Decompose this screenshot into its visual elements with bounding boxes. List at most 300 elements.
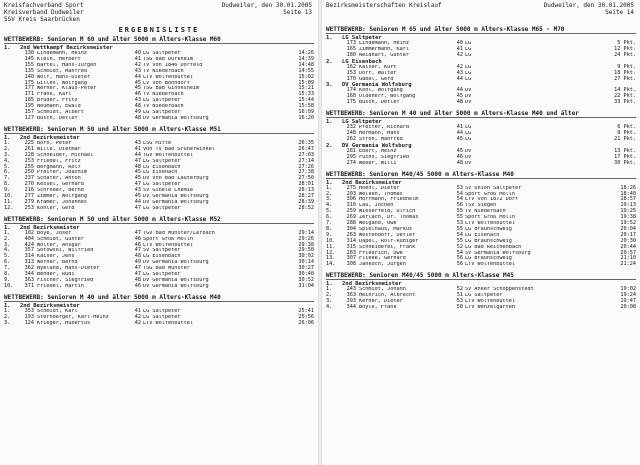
row-start-number: 304 bbox=[346, 225, 356, 232]
row-start-number: 283 bbox=[346, 249, 356, 256]
left-page-number: Seite 13 bbox=[283, 9, 312, 16]
row-club: LG Eisenbach bbox=[143, 164, 181, 170]
row-club: TSG Bad Dürkheim bbox=[143, 56, 193, 62]
team-place: 1. bbox=[326, 119, 333, 126]
row-club: SV Gibele Chemie bbox=[143, 188, 193, 194]
row-start-number: 310 bbox=[346, 202, 356, 209]
row-club: LG Eisenbach bbox=[143, 254, 181, 260]
row-athlete-name: Schmidt, Karl bbox=[37, 308, 78, 314]
row-birth-year: 52 bbox=[456, 286, 463, 293]
row-athlete-name: Pfeifer, Richard bbox=[359, 125, 409, 131]
row-club: LG bbox=[465, 46, 472, 52]
result-row bbox=[4, 116, 314, 122]
row-rank: 2. bbox=[4, 235, 11, 242]
result-row bbox=[326, 100, 636, 106]
row-result: 25:56 bbox=[298, 313, 314, 320]
row-rank: 4. bbox=[326, 202, 333, 209]
row-birth-year: 45 bbox=[134, 193, 141, 200]
row-rank: 5. bbox=[326, 208, 333, 215]
row-start-number: 174 bbox=[346, 87, 356, 94]
row-rank bbox=[326, 100, 340, 106]
row-result: 27:38 bbox=[298, 169, 314, 176]
row-result: 29:38 bbox=[298, 241, 314, 248]
row-athlete-name: Bender, Rudi bbox=[37, 272, 75, 278]
row-start-number: 393 bbox=[346, 298, 356, 305]
right-page-number: Seite 14 bbox=[605, 9, 634, 16]
row-rank: 10. bbox=[326, 237, 336, 244]
left-header-meta bbox=[222, 2, 312, 16]
row-start-number: 262 bbox=[346, 135, 356, 142]
row-birth-year: 53 bbox=[456, 220, 463, 227]
team-name: 2nd Bezirksmeister bbox=[20, 224, 80, 231]
team-block bbox=[326, 143, 636, 167]
row-birth-year: 46 bbox=[134, 282, 141, 289]
team-name: 2nd Bezirksmeister bbox=[342, 179, 402, 186]
result-row bbox=[326, 161, 636, 167]
result-row bbox=[4, 321, 314, 327]
row-birth-year: 49 bbox=[134, 259, 141, 266]
row-athlete-name: Zerlach, Dr. Thomas bbox=[359, 215, 419, 221]
row-rank: 13. bbox=[326, 255, 336, 262]
row-start-number: 306 bbox=[346, 196, 356, 203]
row-club: Sport Groß Mölln bbox=[465, 191, 515, 197]
team-place: 3. bbox=[326, 82, 333, 89]
row-rank: 9. bbox=[4, 187, 11, 194]
row-result: 22 Pkt. bbox=[614, 93, 636, 100]
team-name: 2nd Bezirksmeister bbox=[342, 281, 402, 288]
row-start-number: 253 bbox=[24, 204, 34, 211]
row-athlete-name: Schmidt, Johann bbox=[359, 287, 406, 293]
row-club: LG Braunschweig bbox=[465, 238, 512, 244]
row-birth-year: 46 bbox=[456, 153, 463, 160]
team-name: LG Saltpeter bbox=[342, 119, 382, 126]
row-birth-year: 44 bbox=[456, 130, 463, 137]
row-rank: 8. bbox=[4, 271, 11, 278]
row-result: 19:13 bbox=[620, 202, 636, 209]
row-athlete-name: Zimmermann, Karl bbox=[359, 46, 409, 52]
row-rank: 3. bbox=[4, 151, 11, 158]
row-start-number: 314 bbox=[24, 253, 34, 260]
row-birth-year: 56 bbox=[456, 255, 463, 262]
row-rank: 1. bbox=[4, 229, 11, 236]
row-birth-year: 40 bbox=[456, 40, 463, 46]
row-athlete-name: Werner, Bernd bbox=[37, 260, 78, 266]
competition-block bbox=[326, 171, 636, 269]
row-club: DV bbox=[465, 148, 472, 154]
row-athlete-name: Wolf, Hans-Dieter bbox=[37, 74, 91, 80]
row-result: 18:26 bbox=[620, 184, 636, 191]
team-place: 1. bbox=[4, 134, 11, 141]
left-results bbox=[4, 36, 314, 331]
result-row bbox=[4, 206, 314, 212]
row-athlete-name: Wolter, Ansgar bbox=[37, 242, 81, 248]
row-club: LG Saltpeter bbox=[143, 51, 181, 56]
row-result: 19:02 bbox=[620, 286, 636, 293]
row-result: 5 Pkt. bbox=[617, 40, 636, 46]
row-birth-year: 45 bbox=[134, 169, 141, 176]
team-block bbox=[326, 180, 636, 269]
row-start-number: 424 bbox=[24, 241, 34, 248]
team-block bbox=[326, 59, 636, 83]
row-rank: 14. bbox=[326, 261, 336, 268]
row-start-number: 216 bbox=[24, 187, 34, 194]
row-club: LV von Bonndorf bbox=[143, 80, 190, 86]
row-rank: 6. bbox=[326, 214, 333, 221]
row-start-number: 203 bbox=[346, 190, 356, 197]
row-start-number: 228 bbox=[24, 151, 34, 158]
row-club: LG Eisenach bbox=[143, 170, 178, 176]
row-start-number: 243 bbox=[346, 286, 356, 293]
row-athlete-name: Hermann, Hans bbox=[359, 131, 400, 137]
row-result: 29:14 bbox=[298, 229, 314, 236]
row-club: LTV von 1872 Dorf bbox=[465, 197, 519, 203]
row-athlete-name: Bruder, Fritz bbox=[37, 98, 78, 104]
row-birth-year: 48 bbox=[134, 163, 141, 170]
row-rank: 2. bbox=[326, 190, 333, 197]
result-row bbox=[326, 305, 636, 311]
row-birth-year: 55 bbox=[456, 208, 463, 215]
row-rank: 11. bbox=[4, 198, 14, 205]
row-start-number: 175 bbox=[24, 79, 34, 86]
row-result: 27:14 bbox=[298, 157, 314, 164]
row-club: LG Saltpeter bbox=[143, 110, 181, 116]
row-club: LG bbox=[465, 41, 472, 46]
row-start-number: 170 bbox=[346, 75, 356, 82]
row-club: DV Germania Wolfsburg bbox=[143, 194, 209, 200]
row-club: LTV Wenzelgarten bbox=[465, 305, 515, 310]
row-birth-year: 54 bbox=[456, 196, 463, 203]
team-place: 2. bbox=[326, 142, 333, 149]
competition-title: WETTBEWERB: Senioren M 50 und älter 5000 m Alters-Klasse M51 bbox=[4, 126, 314, 134]
row-birth-year: 47 bbox=[134, 271, 141, 278]
row-birth-year: 41 bbox=[134, 307, 141, 314]
row-birth-year: 42 bbox=[456, 63, 463, 70]
row-athlete-name: Gabel, Gerd bbox=[359, 76, 394, 82]
row-rank bbox=[4, 116, 18, 122]
row-result: 6 Pkt. bbox=[617, 124, 636, 131]
row-athlete-name: Westendorf, Detlef bbox=[359, 232, 416, 238]
row-athlete-name: Zimmer, Wolfgang bbox=[37, 194, 87, 200]
row-result: 30:40 bbox=[298, 271, 314, 278]
row-result: 19:38 bbox=[620, 214, 636, 221]
row-start-number: 180 bbox=[346, 51, 356, 58]
team-place: 1. bbox=[326, 281, 333, 288]
row-result: 18:40 bbox=[620, 190, 636, 197]
row-start-number: 140 bbox=[24, 73, 34, 80]
row-club: LG bbox=[465, 136, 472, 142]
team-place: 1. bbox=[4, 224, 11, 231]
row-start-number: 263 bbox=[346, 231, 356, 238]
row-rank: 4. bbox=[326, 304, 333, 310]
row-rank: 10. bbox=[4, 193, 14, 200]
row-athlete-name: Jankoch, Jürgen bbox=[359, 262, 406, 268]
row-result: 26:47 bbox=[298, 145, 314, 152]
row-birth-year: 47 bbox=[134, 181, 141, 188]
row-birth-year: 42 bbox=[456, 51, 463, 58]
competition-title: WETTBEWERB: Senioren M40/45 5000 m Alters-Klasse M45 bbox=[326, 272, 636, 280]
row-rank: 1. bbox=[326, 286, 333, 293]
row-athlete-name: Schmidt, Günter bbox=[37, 236, 84, 242]
row-start-number: 404 bbox=[24, 235, 34, 242]
row-result: 20:30 bbox=[620, 237, 636, 244]
row-birth-year: 44 bbox=[134, 151, 141, 158]
row-rank: 3. bbox=[326, 298, 333, 305]
team-name: DV Germania Wolfsburg bbox=[342, 142, 412, 149]
team-place: 1. bbox=[326, 35, 333, 41]
row-athlete-name: Schäfer, Anton bbox=[37, 176, 81, 182]
row-birth-year: 47 bbox=[134, 229, 141, 236]
competition-title: WETTBEWERB: Senioren M 40 und älter 5000 m Alters-Klasse M40 bbox=[4, 294, 314, 302]
row-club: LG bbox=[465, 64, 472, 70]
row-start-number: 315 bbox=[346, 243, 356, 250]
row-result: 26:35 bbox=[298, 139, 314, 146]
row-rank: 2. bbox=[326, 292, 333, 299]
row-club: SV Germania Wolfsburg bbox=[465, 250, 531, 256]
row-start-number: 168 bbox=[346, 93, 356, 100]
row-start-number: 171 bbox=[24, 91, 34, 98]
row-club: LG Saltpeter bbox=[143, 272, 181, 278]
row-start-number: 162 bbox=[346, 63, 356, 70]
row-start-number: 362 bbox=[24, 265, 34, 272]
row-start-number: 307 bbox=[346, 255, 356, 262]
team-name: DV Germania Wolfsburg bbox=[342, 82, 412, 89]
row-birth-year: 43 bbox=[134, 67, 141, 74]
row-result: 27:26 bbox=[298, 163, 314, 170]
row-athlete-name: Werner, Klaus-Peter bbox=[37, 86, 97, 92]
row-result: 30:14 bbox=[298, 259, 314, 266]
row-athlete-name: Gilles, Wolfgang bbox=[37, 80, 87, 86]
row-start-number: 130 bbox=[24, 50, 34, 56]
row-start-number: 363 bbox=[24, 277, 34, 283]
row-result: 15:33 bbox=[298, 91, 314, 98]
row-birth-year: 46 bbox=[134, 235, 141, 242]
row-athlete-name: Wieserfeld, Ulrich bbox=[359, 209, 416, 215]
row-athlete-name: Fischer, Siegfried bbox=[37, 278, 94, 283]
competition-title: WETTBEWERB: Senioren M40/45 5000 m Alters-Klasse M40 bbox=[326, 171, 636, 179]
row-athlete-name: Stroh, Manfred bbox=[359, 136, 403, 142]
row-start-number: 145 bbox=[24, 55, 34, 62]
row-athlete-name: Ebert, Heinz bbox=[359, 148, 397, 154]
row-athlete-name: Schmidt, Manfred bbox=[37, 68, 87, 74]
row-rank: 4. bbox=[4, 157, 11, 164]
team-name: LG Eisenbach bbox=[342, 58, 382, 65]
row-birth-year: 48 bbox=[134, 103, 141, 110]
row-club: LG bbox=[465, 131, 472, 137]
row-result: 24 Pkt. bbox=[614, 51, 636, 58]
row-athlete-name: Kramer, Johannes bbox=[37, 199, 87, 205]
row-rank: 7. bbox=[4, 265, 11, 272]
row-club: DV bbox=[465, 100, 472, 106]
row-start-number: 155 bbox=[24, 61, 34, 68]
row-result: 12 Pkt. bbox=[614, 45, 636, 52]
team-block bbox=[4, 135, 314, 212]
row-athlete-name: Köhler, Gerd bbox=[37, 205, 75, 211]
row-result: 26:06 bbox=[298, 319, 314, 326]
row-club: LG Saltpeter bbox=[143, 314, 181, 320]
row-rank: 1. bbox=[4, 307, 11, 314]
row-rank: 7. bbox=[326, 220, 333, 227]
row-athlete-name: Nyeland, Hans-Dieter bbox=[37, 266, 100, 272]
row-rank: 2. bbox=[4, 145, 11, 152]
row-club: LG Saltpeter bbox=[143, 308, 181, 314]
left-header bbox=[0, 0, 318, 26]
row-start-number: 313 bbox=[24, 259, 34, 266]
row-rank: 5. bbox=[4, 253, 11, 260]
row-birth-year: 45 bbox=[134, 85, 141, 92]
row-club: von TV Bad Grünerwinkel bbox=[143, 146, 215, 152]
row-club: LG bbox=[465, 52, 472, 58]
row-result: 29:50 bbox=[298, 247, 314, 254]
row-birth-year: 54 bbox=[456, 249, 463, 256]
row-club: LG Saltpeter bbox=[143, 205, 181, 211]
row-birth-year: 44 bbox=[134, 198, 141, 205]
row-athlete-name: Lau, Jochen bbox=[359, 203, 394, 209]
row-club: LG Eisenach bbox=[465, 232, 500, 238]
row-club: LG Braunschweig bbox=[465, 226, 512, 232]
row-start-number: 281 bbox=[346, 147, 356, 154]
row-start-number: 124 bbox=[24, 319, 34, 326]
row-birth-year: 43 bbox=[134, 139, 141, 146]
row-rank: 10. bbox=[4, 282, 14, 289]
row-rank: 3. bbox=[326, 196, 333, 203]
row-result: 28:39 bbox=[298, 198, 314, 205]
competition-block bbox=[326, 110, 636, 166]
row-club: TV Niederbach bbox=[143, 104, 184, 110]
row-birth-year: 43 bbox=[134, 187, 141, 194]
row-club: DV bbox=[465, 160, 472, 166]
row-rank bbox=[326, 161, 340, 167]
team-place: 1. bbox=[4, 302, 11, 309]
row-result: 18:57 bbox=[620, 196, 636, 203]
row-rank: 4. bbox=[4, 247, 11, 254]
row-birth-year: 55 bbox=[456, 225, 463, 232]
row-start-number: 185 bbox=[24, 97, 34, 104]
row-club: LG bbox=[465, 125, 472, 131]
row-athlete-name: Kohl, Wolfgang bbox=[359, 88, 403, 94]
row-rank: 11. bbox=[326, 243, 336, 250]
row-birth-year: 41 bbox=[456, 124, 463, 131]
competition-title: WETTBEWERB: Senioren M 60 und älter 5000 m Alters-Klasse M60 bbox=[4, 36, 314, 44]
competition-block bbox=[4, 216, 314, 290]
row-start-number: 102 bbox=[24, 229, 34, 236]
row-rank: 9. bbox=[4, 277, 11, 283]
row-athlete-name: Bergmann, Rolf bbox=[37, 164, 81, 170]
row-club: LTV Wolfenbüttel bbox=[465, 221, 515, 227]
row-athlete-name: Krieger, Hubertus bbox=[37, 320, 91, 326]
competition-block bbox=[4, 294, 314, 327]
team-name: 2nd Bezirksmeister bbox=[20, 302, 80, 309]
competition-block bbox=[4, 126, 314, 212]
row-rank: 1. bbox=[4, 139, 11, 146]
row-club: TSV Siegen bbox=[465, 203, 497, 209]
row-start-number: 195 bbox=[24, 103, 34, 110]
row-club: Sport Groß Mölln bbox=[465, 215, 515, 221]
row-athlete-name: Kessel, Gerhard bbox=[37, 182, 84, 188]
row-club: LTV Wolfenbüttel bbox=[143, 74, 193, 80]
row-result: 20:08 bbox=[620, 304, 636, 310]
row-result: 31:04 bbox=[298, 282, 314, 289]
row-start-number: 308 bbox=[346, 261, 356, 268]
row-athlete-name: Welken, Thomas bbox=[359, 191, 403, 197]
row-athlete-name: Klein, Herbert bbox=[37, 56, 81, 62]
row-birth-year: 44 bbox=[456, 87, 463, 94]
right-header bbox=[322, 0, 640, 26]
team-name: LG Saltpeter bbox=[342, 35, 382, 41]
row-result: 33 Pkt. bbox=[614, 99, 636, 106]
row-athlete-name: Hoffmann, Friedhelm bbox=[359, 197, 419, 203]
team-place: 1. bbox=[4, 45, 11, 51]
row-athlete-name: Neidhart, Günter bbox=[359, 52, 409, 58]
row-start-number: 225 bbox=[24, 139, 34, 146]
row-start-number: 270 bbox=[24, 181, 34, 188]
row-birth-year: 46 bbox=[134, 91, 141, 98]
row-athlete-name: Sternberger, Karl-Heinz bbox=[37, 314, 109, 320]
row-club: LTV Wolfenbüttel bbox=[465, 299, 515, 305]
row-club: SV Union Saltpeter bbox=[465, 185, 522, 191]
row-rank: 3. bbox=[4, 241, 11, 248]
row-club: DV bbox=[465, 154, 472, 160]
row-result: 9 Pkt. bbox=[617, 130, 636, 137]
row-club: LG Braunschweig bbox=[465, 256, 512, 262]
left-page bbox=[0, 0, 318, 465]
team-place: 1. bbox=[326, 179, 333, 186]
row-result: 15:21 bbox=[298, 85, 314, 92]
row-club: DV Germania Wolfsburg bbox=[143, 199, 209, 205]
team-name: 2nd Bezirksmeister bbox=[20, 134, 80, 141]
row-birth-year: 41 bbox=[134, 55, 141, 62]
row-club: DV bbox=[465, 94, 472, 100]
competition-block bbox=[4, 36, 314, 122]
row-result: 30:02 bbox=[298, 253, 314, 260]
row-club: LSG Mitte bbox=[143, 140, 172, 146]
row-club: LTV Wolfenbüttel bbox=[465, 262, 515, 268]
row-start-number: 314 bbox=[346, 237, 356, 244]
row-birth-year: 41 bbox=[456, 45, 463, 52]
team-block bbox=[4, 45, 314, 122]
row-result: 18 Pkt. bbox=[614, 69, 636, 76]
row-club: DV von Bad Lauterburg bbox=[143, 176, 209, 182]
team-block bbox=[326, 82, 636, 106]
right-header-meta bbox=[544, 2, 634, 16]
team-block bbox=[4, 225, 314, 290]
row-result: 14:55 bbox=[298, 67, 314, 74]
row-birth-year: 43 bbox=[456, 69, 463, 76]
row-athlete-name: Pfeifer, Joachim bbox=[37, 170, 87, 176]
competition-title: WETTBEWERB: Senioren M 50 und älter 5000 m Alters-Klasse M52 bbox=[4, 216, 314, 224]
right-header-org: Bezirksmeisterschaften Kreislauf bbox=[326, 2, 442, 9]
result-row bbox=[4, 284, 314, 290]
row-birth-year: 49 bbox=[134, 109, 141, 116]
row-rank: 12. bbox=[4, 204, 14, 211]
org-line-2: Kreisverband Dudweiler bbox=[4, 9, 84, 16]
row-result: 30 Pkt. bbox=[614, 159, 636, 166]
row-birth-year: 56 bbox=[456, 261, 463, 268]
row-result: 30:27 bbox=[298, 265, 314, 272]
row-result: 20:04 bbox=[620, 225, 636, 232]
row-athlete-name: Dörr, Walter bbox=[359, 70, 397, 76]
left-date: Dudweiler, den 30.01.2005 bbox=[221, 2, 312, 9]
row-athlete-name: Weber, Willi bbox=[359, 160, 397, 166]
row-club: TSG Bad Münster bbox=[143, 266, 190, 272]
row-rank: 6. bbox=[4, 169, 11, 176]
row-club: TSG Bad Ginnesheim bbox=[143, 86, 200, 92]
row-start-number: 357 bbox=[24, 247, 34, 254]
row-club: LG bbox=[465, 76, 472, 82]
row-club: DV bbox=[465, 88, 472, 94]
row-athlete-name: Kaiser, Kurt bbox=[359, 64, 397, 70]
row-athlete-name: Wille, Dietmar bbox=[37, 146, 81, 152]
row-start-number: 295 bbox=[346, 153, 356, 160]
